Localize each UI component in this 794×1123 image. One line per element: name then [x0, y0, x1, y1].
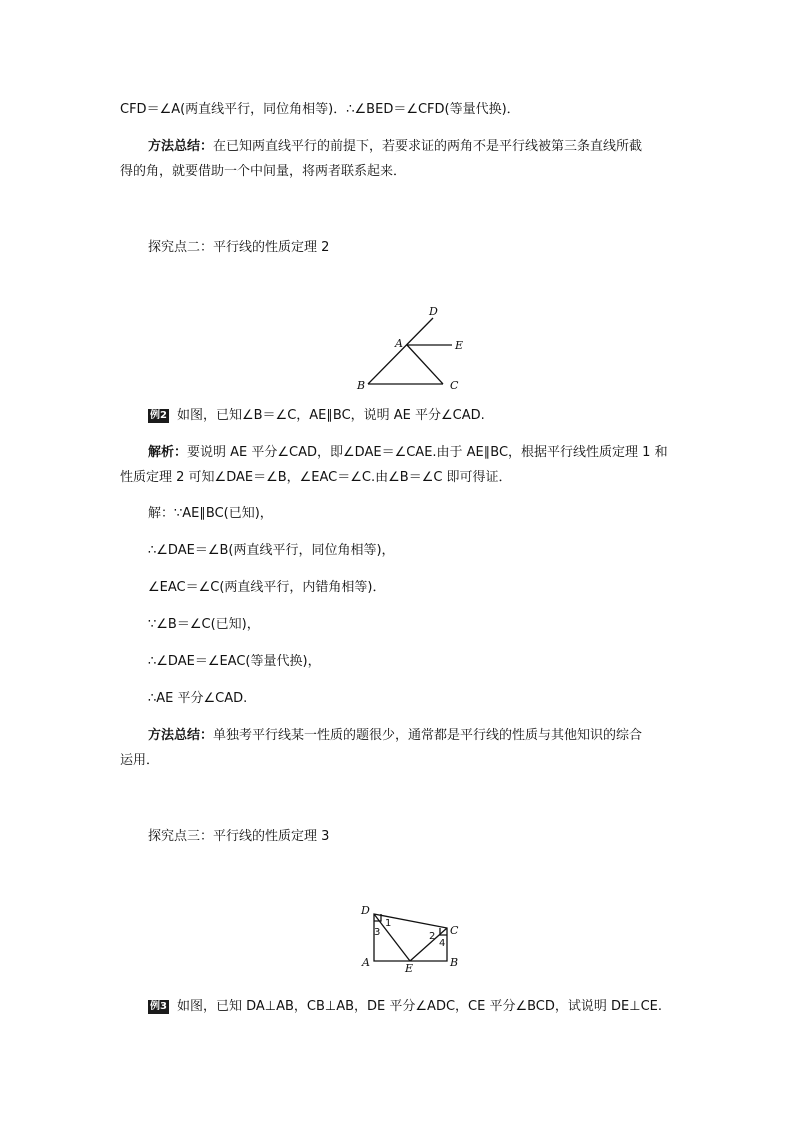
label-b: B [357, 379, 366, 392]
solution-line-2: ∴∠DAE＝∠B(两直线平行，同位角相等)， [148, 543, 395, 558]
label-d: D [429, 305, 438, 318]
angle-label-1: 1 [385, 918, 392, 929]
label-b: B [450, 956, 459, 969]
solution-line-4: ∵∠B＝∠C(已知)， [148, 617, 260, 632]
continued-conclusion: CFD＝∠A(两直线平行，同位角相等)．∴∠BED＝∠CFD(等量代换)． [120, 102, 520, 117]
angle-label-2: 2 [429, 931, 436, 942]
solution-line-3: ∠EAC＝∠C(两直线平行，内错角相等)． [148, 580, 386, 595]
analysis-cont: 性质定理 2 可知∠DAE＝∠B，∠EAC＝∠C.由∠B＝∠C 即可得证． [120, 470, 512, 485]
method-summary-1-cont: 得的角，就要借助一个中间量，将两者联系起来． [120, 164, 407, 179]
example-2-badge: 例2 [150, 410, 167, 421]
example-3 [148, 998, 662, 1016]
example-3-badge: 例3 [150, 1001, 167, 1012]
method-summary-2-label: 方法总结： [148, 728, 214, 743]
analysis-label: 解析： [148, 445, 188, 460]
section-heading-3: 探究点三：平行线的性质定理 3 [148, 829, 330, 844]
solution-line-1: 解：∵AE∥BC(已知)， [148, 506, 273, 521]
example-2-text: 如图，已知∠B＝∠C，AE∥BC，说明 AE 平分∠CAD. [176, 408, 485, 423]
section-heading-2: 探究点二：平行线的性质定理 2 [148, 240, 330, 255]
method-summary-2-text: 单独考平行线某一性质的题很少，通常都是平行线的性质与其他知识的综合 [213, 728, 643, 743]
method-summary-2-cont: 运用． [120, 753, 160, 768]
label-a: A [395, 337, 403, 350]
analysis-text: 要说明 AE 平分∠CAD，即∠DAE＝∠CAE.由于 AE∥BC，根据平行线性质定理 1 和 [187, 445, 668, 460]
label-a: A [362, 956, 370, 969]
angle-label-4: 4 [439, 938, 446, 949]
label-d: D [361, 904, 370, 917]
label-c: C [450, 924, 459, 937]
example-3-text: 如图，已知 DA⊥AB，CB⊥AB，DE 平分∠ADC，CE 平分∠BCD，试说明 DE⊥CE. [176, 999, 662, 1014]
method-summary-text: 在已知两直线平行的前提下，若要求证的两角不是平行线被第三条直线所截 [213, 139, 643, 154]
angle-label-3: 3 [374, 927, 381, 938]
solution-line-5: ∴∠DAE＝∠EAC(等量代换)， [148, 654, 321, 669]
method-summary-label: 方法总结： [148, 139, 214, 154]
label-e: E [405, 962, 414, 975]
label-e: E [455, 339, 464, 352]
label-c: C [450, 379, 459, 392]
solution-line-6: ∴AE 平分∠CAD. [148, 691, 248, 706]
